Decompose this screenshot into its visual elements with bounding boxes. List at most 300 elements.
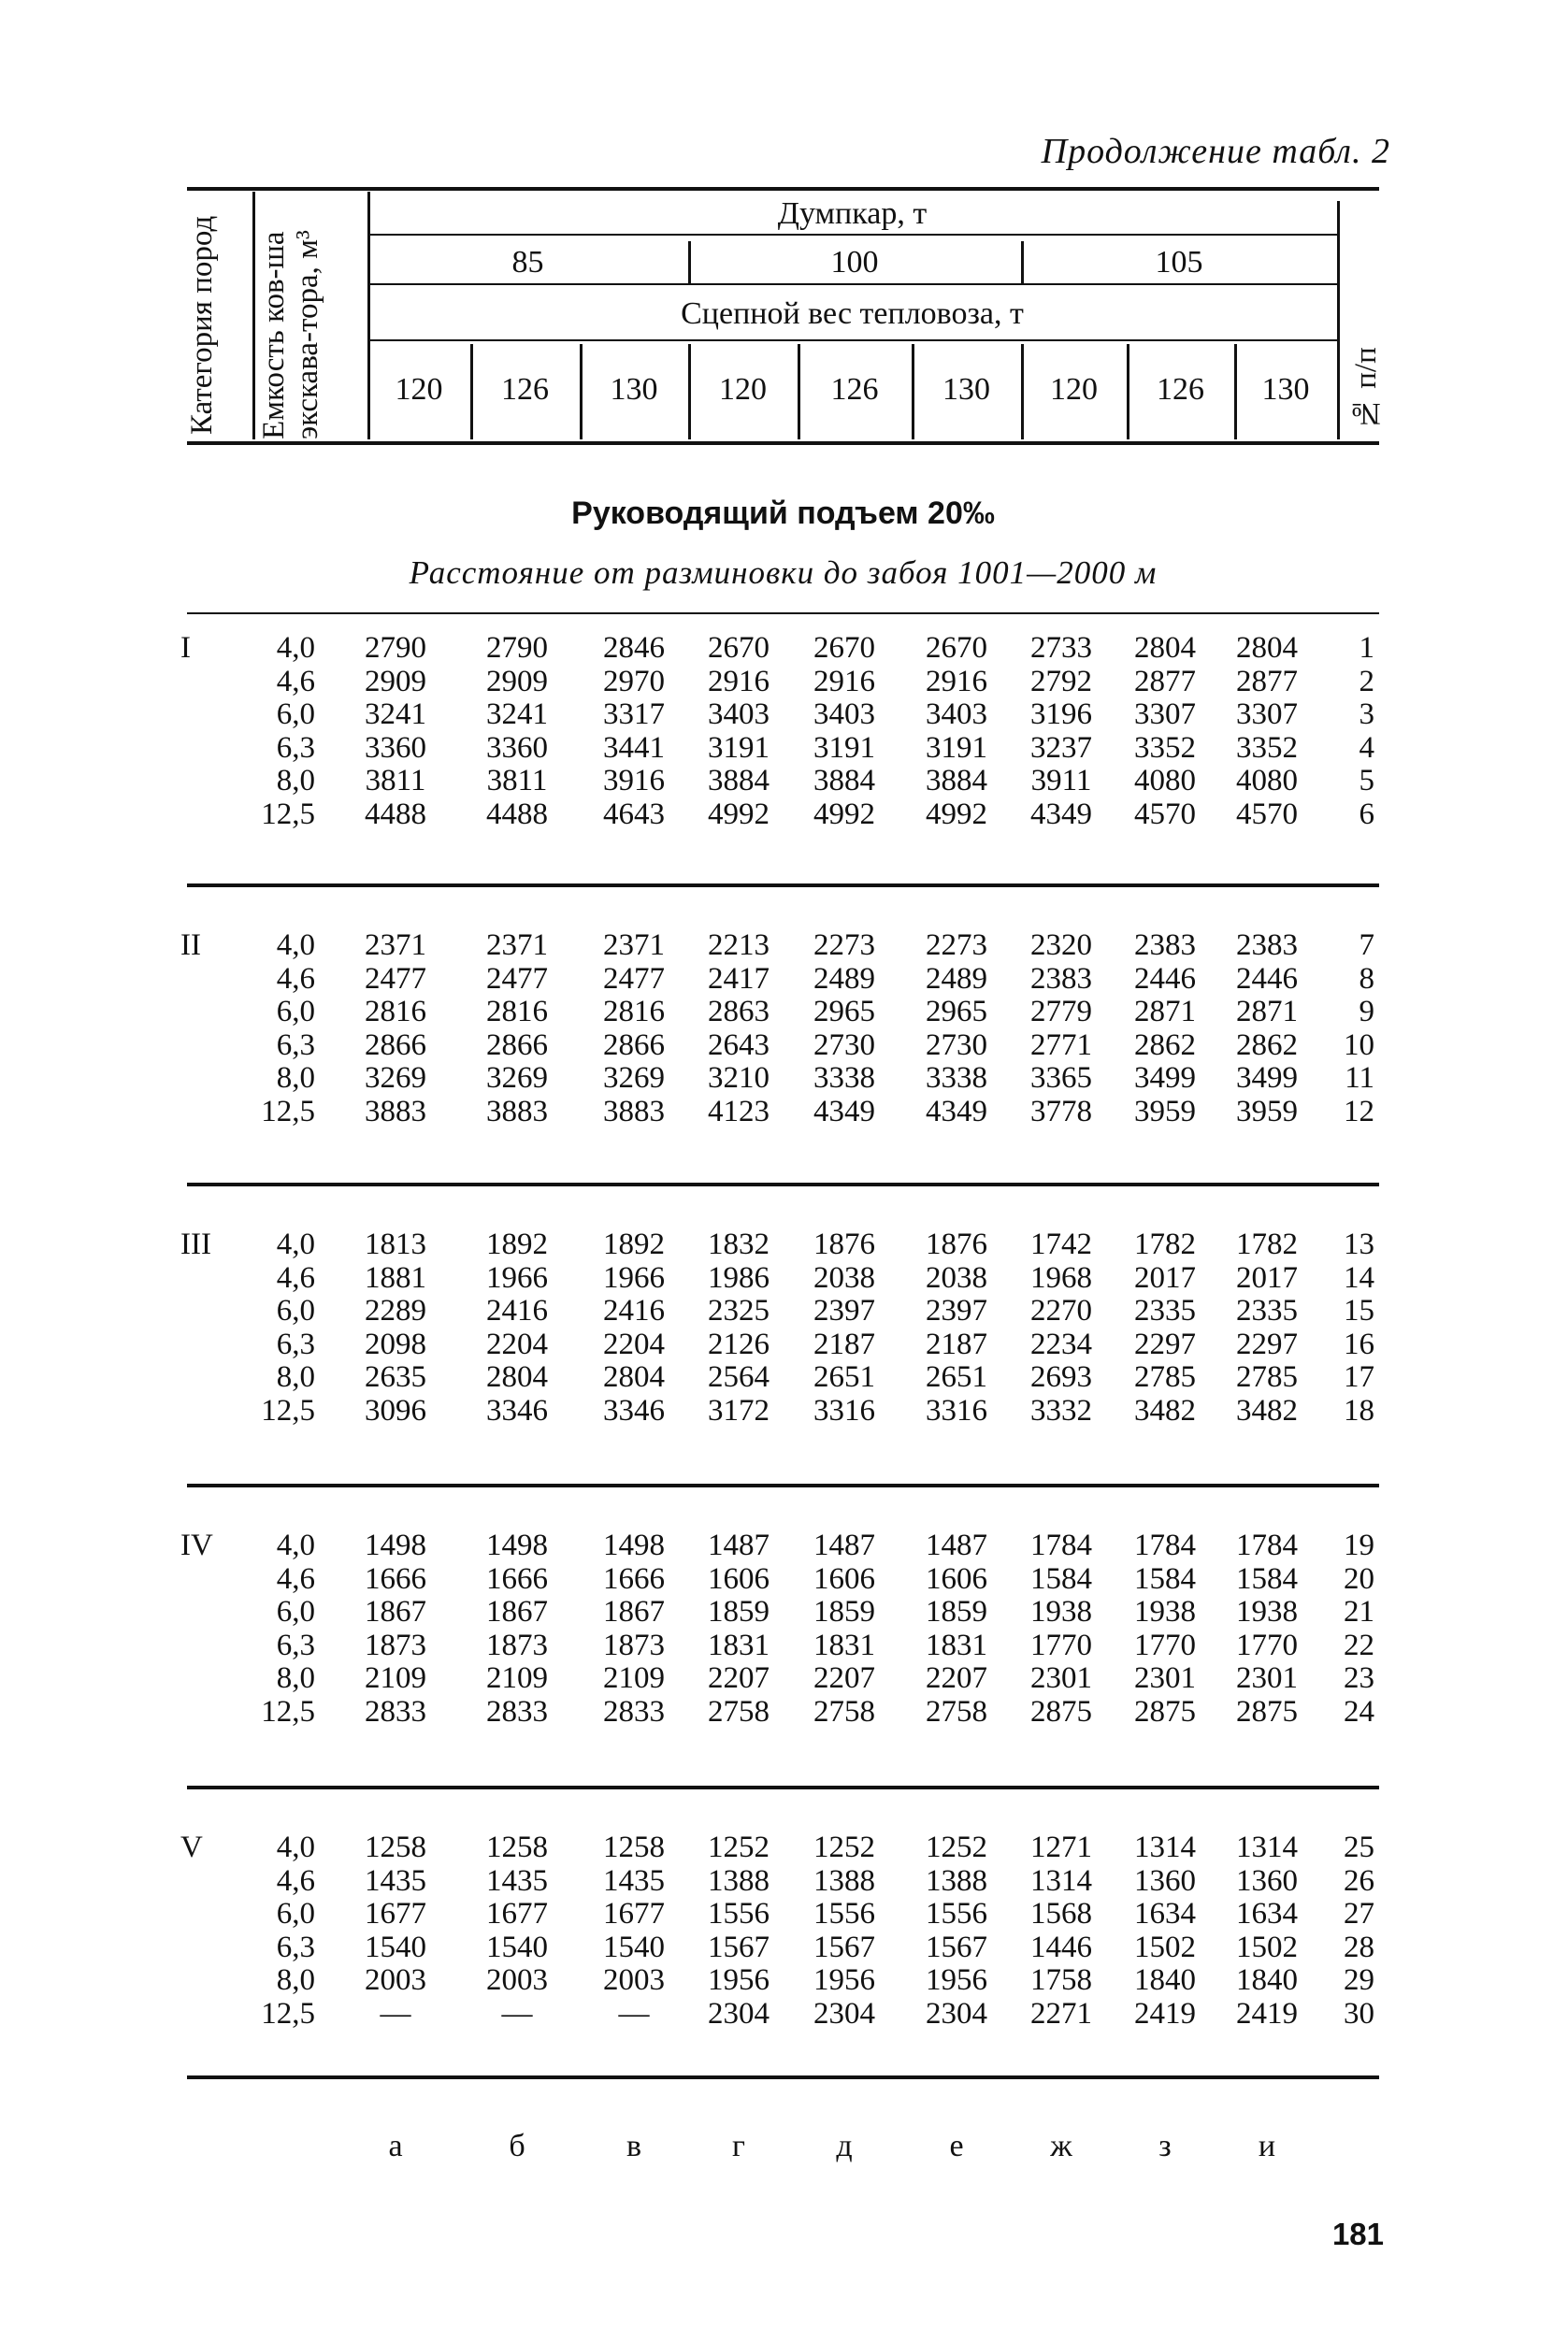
value-cell: 3441	[603, 730, 665, 765]
value-cell: 2417	[708, 961, 770, 996]
value-cell: 2970	[603, 664, 665, 698]
value-cell: 2785	[1236, 1360, 1298, 1394]
table-row	[0, 928, 1568, 962]
column-letter: г	[732, 2129, 745, 2163]
value-cell: 1252	[813, 1831, 875, 1864]
value-cell: 4488	[486, 797, 548, 831]
loco-col-i: 130	[1261, 372, 1310, 407]
value-cell: 2875	[1030, 1694, 1092, 1729]
row-number-cell: 14	[1344, 1260, 1374, 1295]
value-cell: 1938	[1030, 1595, 1092, 1629]
value-cell: 3911	[1030, 764, 1092, 797]
value-cell: 2877	[1236, 664, 1298, 698]
capacity-cell: 4,6	[276, 664, 315, 698]
value-cell: 2304	[926, 1996, 987, 2031]
row-number-cell: 29	[1344, 1963, 1374, 1997]
value-cell: 2304	[813, 1996, 875, 2031]
value-cell: 2038	[926, 1260, 987, 1295]
row-number-cell: 19	[1344, 1529, 1374, 1562]
value-cell: 1966	[603, 1260, 665, 1295]
row-number-cell: 2	[1359, 664, 1374, 698]
value-cell: 1831	[813, 1628, 875, 1662]
row-number-cell: 27	[1344, 1897, 1374, 1931]
value-cell: 3360	[365, 730, 426, 765]
value-cell: 2301	[1030, 1661, 1092, 1695]
value-cell: 1498	[486, 1529, 548, 1562]
value-cell: 2446	[1236, 961, 1298, 996]
value-cell: 1876	[926, 1228, 987, 1261]
value-cell: 1567	[926, 1930, 987, 1964]
value-cell: 3884	[708, 764, 770, 797]
value-cell: 2446	[1134, 961, 1196, 996]
value-cell: 3241	[365, 697, 426, 731]
value-cell: 1258	[486, 1831, 548, 1864]
value-cell: 1770	[1236, 1628, 1298, 1662]
value-cell: 3346	[486, 1393, 548, 1428]
column-letters	[0, 2129, 1568, 2166]
table-row	[0, 995, 1568, 1028]
value-cell: 1435	[365, 1863, 426, 1898]
value-cell: 1606	[708, 1561, 770, 1596]
value-cell: 3346	[603, 1393, 665, 1428]
row-number-cell: 7	[1359, 928, 1374, 962]
value-cell: 1502	[1236, 1930, 1298, 1964]
value-cell: 2916	[926, 664, 987, 698]
row-number-cell: 10	[1344, 1027, 1374, 1062]
value-cell: 2790	[486, 631, 548, 665]
value-cell: 3096	[365, 1393, 426, 1428]
value-cell: 1360	[1134, 1863, 1196, 1898]
value-cell: 1388	[813, 1863, 875, 1898]
value-cell: 1873	[486, 1628, 548, 1662]
capacity-cell: 12,5	[261, 797, 315, 831]
value-cell: 1867	[365, 1595, 426, 1629]
row-number-cell: 18	[1344, 1393, 1374, 1428]
value-cell: 1252	[708, 1831, 770, 1864]
value-cell: 2804	[486, 1360, 548, 1394]
row-number-cell: 21	[1344, 1595, 1374, 1629]
value-cell: 2325	[708, 1294, 770, 1328]
value-cell: 1540	[365, 1930, 426, 1964]
value-cell: 1487	[926, 1529, 987, 1562]
value-cell: 1314	[1236, 1831, 1298, 1864]
value-cell: 3811	[365, 764, 426, 797]
section-title: Руководящий подъем 20‰	[571, 495, 995, 531]
value-cell: 2003	[486, 1963, 548, 1997]
value-cell: 1840	[1236, 1963, 1298, 1997]
value-cell: 1892	[603, 1228, 665, 1261]
value-cell: 1840	[1134, 1963, 1196, 1997]
value-cell: 3237	[1030, 730, 1092, 765]
row-number-cell: 16	[1344, 1327, 1374, 1361]
value-cell: —	[618, 1996, 650, 2031]
value-cell: 1446	[1030, 1930, 1092, 1964]
value-cell: 3191	[926, 730, 987, 765]
header-top-rule	[187, 187, 1379, 191]
value-cell: 2207	[926, 1661, 987, 1695]
value-cell: 2213	[708, 928, 770, 962]
value-cell: 2965	[926, 995, 987, 1028]
row-number-cell: 24	[1344, 1694, 1374, 1729]
value-cell: 2489	[926, 961, 987, 996]
capacity-cell: 6,0	[276, 995, 315, 1028]
value-cell: 1782	[1236, 1228, 1298, 1261]
header-bottom-rule	[187, 441, 1379, 445]
value-cell: 2833	[486, 1694, 548, 1729]
value-cell: 2916	[708, 664, 770, 698]
value-cell: 3196	[1030, 697, 1092, 731]
table-row	[0, 1897, 1568, 1931]
value-cell: 2863	[708, 995, 770, 1028]
value-cell: 1782	[1134, 1228, 1196, 1261]
value-cell: 2383	[1030, 961, 1092, 996]
value-cell: 1584	[1030, 1561, 1092, 1596]
value-cell: 2320	[1030, 928, 1092, 962]
value-cell: 2335	[1236, 1294, 1298, 1328]
value-cell: 2038	[813, 1260, 875, 1295]
row-number-cell: 23	[1344, 1661, 1374, 1695]
row-number-cell: 8	[1359, 961, 1374, 996]
table-row	[0, 1595, 1568, 1629]
value-cell: 1968	[1030, 1260, 1092, 1295]
value-cell: 3307	[1236, 697, 1298, 731]
value-cell: 4488	[365, 797, 426, 831]
value-cell: 1584	[1236, 1561, 1298, 1596]
capacity-cell: 4,0	[276, 928, 315, 962]
value-cell: 3778	[1030, 1094, 1092, 1128]
capacity-cell: 6,3	[276, 1327, 315, 1361]
value-cell: 3499	[1134, 1061, 1196, 1095]
value-cell: 3332	[1030, 1393, 1092, 1428]
row-number-cell: 17	[1344, 1360, 1374, 1394]
value-cell: 4992	[926, 797, 987, 831]
value-cell: 2301	[1236, 1661, 1298, 1695]
value-cell: 2862	[1134, 1027, 1196, 1062]
value-cell: 2670	[813, 631, 875, 665]
value-cell: 2866	[486, 1027, 548, 1062]
capacity-cell: 12,5	[261, 1996, 315, 2031]
value-cell: 1784	[1236, 1529, 1298, 1562]
value-cell: 3403	[708, 697, 770, 731]
value-cell: 1677	[365, 1897, 426, 1931]
value-cell: —	[501, 1996, 533, 2031]
value-cell: 1859	[813, 1595, 875, 1629]
value-cell: 3307	[1134, 697, 1196, 731]
column-letter: в	[626, 2129, 642, 2163]
value-cell: 1498	[603, 1529, 665, 1562]
value-cell: 2017	[1134, 1260, 1196, 1295]
value-cell: 3916	[603, 764, 665, 797]
value-cell: 1360	[1236, 1863, 1298, 1898]
value-cell: 3884	[813, 764, 875, 797]
row-number-cell: 26	[1344, 1863, 1374, 1898]
loco-col-c: 130	[610, 372, 658, 407]
table-row	[0, 631, 1568, 665]
value-cell: 1873	[603, 1628, 665, 1662]
category-cell: III	[180, 1228, 211, 1261]
table-row	[0, 1061, 1568, 1095]
value-cell: 2109	[486, 1661, 548, 1695]
value-cell: 1314	[1030, 1863, 1092, 1898]
value-cell: 2270	[1030, 1294, 1092, 1328]
value-cell: 4349	[813, 1094, 875, 1128]
value-cell: 2301	[1134, 1661, 1196, 1695]
value-cell: 1966	[486, 1260, 548, 1295]
table-row	[0, 1695, 1568, 1729]
group-rule	[187, 1183, 1379, 1186]
capacity-cell: 4,0	[276, 1831, 315, 1864]
value-cell: 2866	[365, 1027, 426, 1062]
category-cell: IV	[180, 1529, 213, 1562]
value-cell: 2397	[926, 1294, 987, 1328]
column-letter: ж	[1050, 2129, 1072, 2163]
value-cell: 2371	[365, 928, 426, 962]
capacity-cell: 4,0	[276, 1529, 315, 1562]
table-row	[0, 1562, 1568, 1596]
value-cell: 1666	[486, 1561, 548, 1596]
value-cell: 4080	[1134, 764, 1196, 797]
value-cell: 2098	[365, 1327, 426, 1361]
capacity-cell: 4,6	[276, 1561, 315, 1596]
value-cell: 1873	[365, 1628, 426, 1662]
table-row	[0, 1864, 1568, 1898]
value-cell: 1859	[708, 1595, 770, 1629]
table-row	[0, 697, 1568, 731]
value-cell: 2383	[1134, 928, 1196, 962]
value-cell: 2909	[486, 664, 548, 698]
value-cell: 2335	[1134, 1294, 1196, 1328]
value-cell: 2804	[1236, 631, 1298, 665]
value-cell: 2273	[926, 928, 987, 962]
value-cell: 2187	[926, 1327, 987, 1361]
value-cell: 2875	[1134, 1694, 1196, 1729]
value-cell: 1938	[1236, 1595, 1298, 1629]
capacity-cell: 6,0	[276, 1294, 315, 1328]
value-cell: 1956	[926, 1963, 987, 1997]
value-cell: 1867	[486, 1595, 548, 1629]
table-row	[0, 1661, 1568, 1695]
value-cell: 1568	[1030, 1897, 1092, 1931]
value-cell: 1677	[486, 1897, 548, 1931]
value-cell: 3883	[365, 1094, 426, 1128]
value-cell: 3499	[1236, 1061, 1298, 1095]
value-cell: 3210	[708, 1061, 770, 1095]
table-row	[0, 1394, 1568, 1428]
capacity-cell: 6,0	[276, 1595, 315, 1629]
value-cell: 1388	[926, 1863, 987, 1898]
value-cell: 3338	[813, 1061, 875, 1095]
value-cell: 1956	[813, 1963, 875, 1997]
capacity-cell: 8,0	[276, 1963, 315, 1997]
value-cell: 3884	[926, 764, 987, 797]
capacity-cell: 4,6	[276, 961, 315, 996]
loco-col-a: 120	[395, 372, 443, 407]
value-cell: 1634	[1236, 1897, 1298, 1931]
value-cell: 2204	[603, 1327, 665, 1361]
value-cell: 1813	[365, 1228, 426, 1261]
value-cell: 3482	[1134, 1393, 1196, 1428]
value-cell: 2477	[486, 961, 548, 996]
value-cell: 2790	[365, 631, 426, 665]
table-row	[0, 1261, 1568, 1295]
value-cell: 1742	[1030, 1228, 1092, 1261]
value-cell: 3482	[1236, 1393, 1298, 1428]
column-letter: б	[509, 2129, 525, 2163]
value-cell: 3959	[1236, 1094, 1298, 1128]
row-number-cell: 6	[1359, 797, 1374, 831]
table-row	[0, 1997, 1568, 2031]
value-cell: 1435	[603, 1863, 665, 1898]
dumpcar-header: Думпкар, т	[777, 196, 928, 231]
value-cell: 1832	[708, 1228, 770, 1261]
capacity-cell: 8,0	[276, 1061, 315, 1095]
loco-col-f: 130	[942, 372, 990, 407]
header-divider	[1337, 201, 1340, 439]
table-row	[0, 764, 1568, 797]
value-cell: 2816	[603, 995, 665, 1028]
value-cell: 2419	[1134, 1996, 1196, 2031]
value-cell: 2207	[813, 1661, 875, 1695]
value-cell: 1252	[926, 1831, 987, 1864]
value-cell: 1487	[813, 1529, 875, 1562]
value-cell: 2862	[1236, 1027, 1298, 1062]
value-cell: 3316	[813, 1393, 875, 1428]
table-row	[0, 1228, 1568, 1261]
value-cell: 4123	[708, 1094, 770, 1128]
value-cell: 2234	[1030, 1327, 1092, 1361]
row-number-cell: 25	[1344, 1831, 1374, 1864]
value-cell: 3352	[1236, 730, 1298, 765]
loco-weight-header: Сцепной вес тепловоза, т	[681, 296, 1024, 331]
page-number: 181	[1331, 2217, 1384, 2251]
row-number-cell: 11	[1345, 1061, 1374, 1095]
value-cell: 2833	[603, 1694, 665, 1729]
value-cell: 2489	[813, 961, 875, 996]
value-cell: 3883	[486, 1094, 548, 1128]
value-cell: 2846	[603, 631, 665, 665]
value-cell: 3365	[1030, 1061, 1092, 1095]
loco-col-b: 126	[501, 372, 549, 407]
row-number-cell: 9	[1359, 995, 1374, 1028]
value-cell: 2207	[708, 1661, 770, 1695]
section-rule	[187, 612, 1379, 614]
value-cell: 1487	[708, 1529, 770, 1562]
row-number-cell: 5	[1359, 764, 1374, 797]
value-cell: 2651	[926, 1360, 987, 1394]
column-letter: е	[949, 2129, 964, 2163]
value-cell: 1881	[365, 1260, 426, 1295]
value-cell: 1435	[486, 1863, 548, 1898]
row-number-cell: 3	[1359, 697, 1374, 731]
value-cell: 1258	[603, 1831, 665, 1864]
value-cell: 3352	[1134, 730, 1196, 765]
column-letter: д	[836, 2129, 853, 2163]
value-cell: 2003	[365, 1963, 426, 1997]
value-cell: 3959	[1134, 1094, 1196, 1128]
value-cell: 3172	[708, 1393, 770, 1428]
value-cell: 2866	[603, 1027, 665, 1062]
capacity-cell: 6,3	[276, 1930, 315, 1964]
value-cell: 4349	[1030, 797, 1092, 831]
value-cell: 4080	[1236, 764, 1298, 797]
value-cell: 1831	[708, 1628, 770, 1662]
value-cell: 2126	[708, 1327, 770, 1361]
dumpcar-105: 105	[1155, 245, 1203, 280]
row-number-cell: 1	[1359, 631, 1374, 665]
row-number-cell: 13	[1344, 1228, 1374, 1261]
table-row	[0, 1931, 1568, 1964]
value-cell: 2693	[1030, 1360, 1092, 1394]
value-cell: 2477	[603, 961, 665, 996]
section-subtitle: Расстояние от разминовки до забоя 1001—2000 м	[409, 554, 1158, 591]
value-cell: 1498	[365, 1529, 426, 1562]
value-cell: 2187	[813, 1327, 875, 1361]
value-cell: 3317	[603, 697, 665, 731]
capacity-cell: 8,0	[276, 764, 315, 797]
column-letter: и	[1258, 2129, 1276, 2163]
column-letter: з	[1158, 2129, 1172, 2163]
value-cell: 1540	[486, 1930, 548, 1964]
table-row	[0, 1629, 1568, 1662]
row-number-cell: 30	[1344, 1996, 1374, 2031]
header-divider	[252, 192, 255, 439]
value-cell: 1584	[1134, 1561, 1196, 1596]
value-cell: 2397	[813, 1294, 875, 1328]
value-cell: 2204	[486, 1327, 548, 1361]
continuation-caption: Продолжение табл. 2	[1041, 132, 1390, 171]
loco-col-g: 120	[1050, 372, 1098, 407]
value-cell: 4349	[926, 1094, 987, 1128]
value-cell: 2670	[708, 631, 770, 665]
header-divider	[367, 234, 1337, 236]
table-row	[0, 1328, 1568, 1361]
capacity-cell: 6,3	[276, 730, 315, 765]
value-cell: 1567	[813, 1930, 875, 1964]
table-row	[0, 1095, 1568, 1128]
value-cell: 4992	[813, 797, 875, 831]
value-cell: 3191	[813, 730, 875, 765]
value-cell: 2916	[813, 664, 875, 698]
capacity-cell: 4,6	[276, 1260, 315, 1295]
value-cell: 2651	[813, 1360, 875, 1394]
table-row	[0, 1360, 1568, 1394]
value-cell: 2670	[926, 631, 987, 665]
row-number-cell: 20	[1344, 1561, 1374, 1596]
value-cell: 2017	[1236, 1260, 1298, 1295]
value-cell: 2730	[813, 1027, 875, 1062]
value-cell: 3403	[926, 697, 987, 731]
capacity-cell: 4,0	[276, 1228, 315, 1261]
value-cell: 2643	[708, 1027, 770, 1062]
dumpcar-100: 100	[830, 245, 879, 280]
value-cell: 1540	[603, 1930, 665, 1964]
value-cell: 1666	[603, 1561, 665, 1596]
value-cell: 3338	[926, 1061, 987, 1095]
value-cell: 2297	[1236, 1327, 1298, 1361]
value-cell: 2730	[926, 1027, 987, 1062]
value-cell: 2635	[365, 1360, 426, 1394]
table-row	[0, 731, 1568, 765]
value-cell: 2909	[365, 664, 426, 698]
value-cell: 2871	[1236, 995, 1298, 1028]
value-cell: 2785	[1134, 1360, 1196, 1394]
category-column-header: Категория пород	[185, 215, 219, 435]
value-cell: 1556	[708, 1897, 770, 1931]
value-cell: 2804	[1134, 631, 1196, 665]
value-cell: 2304	[708, 1996, 770, 2031]
value-cell: 2416	[486, 1294, 548, 1328]
value-cell: 2816	[365, 995, 426, 1028]
